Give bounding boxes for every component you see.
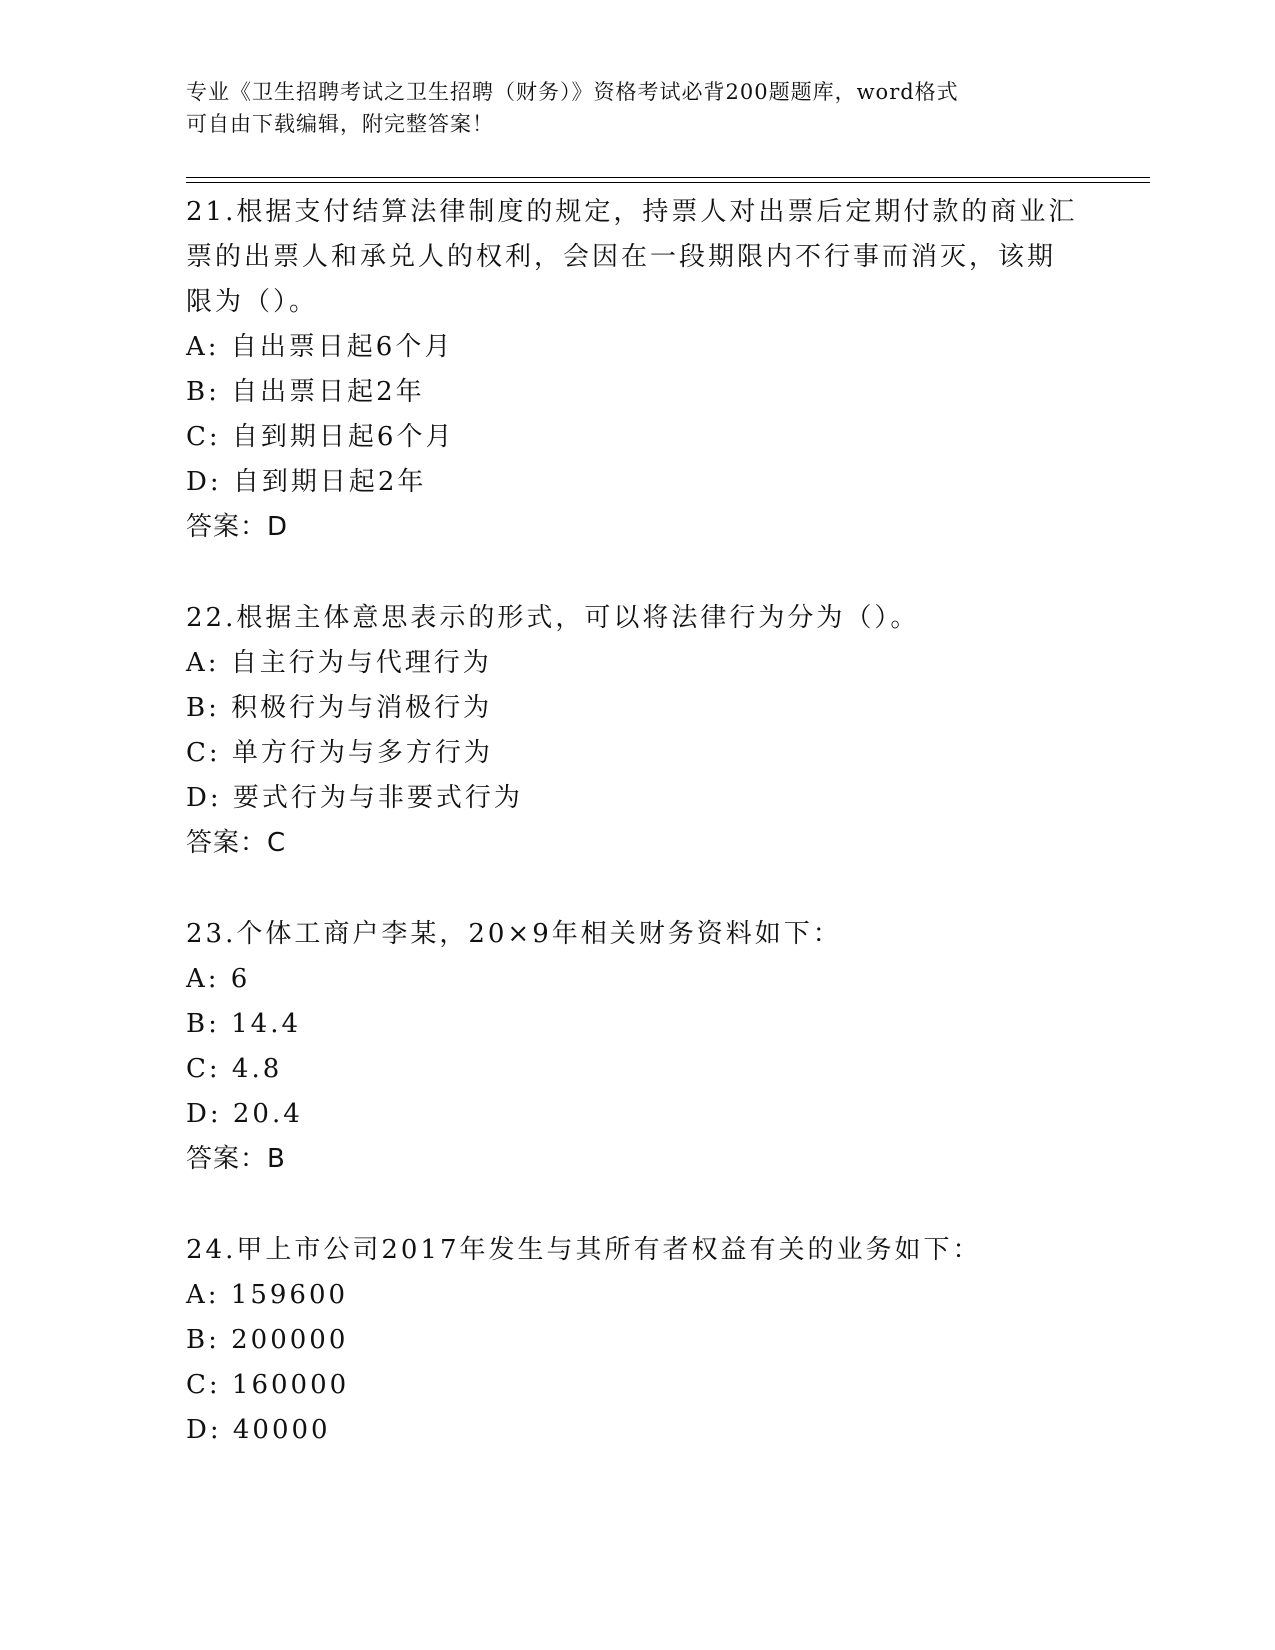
question-text-line: 24.甲上市公司2017年发生与其所有者权益有关的业务如下： [186, 1235, 982, 1265]
question-text-line: 23.个体工商户李某，20×9年相关财务资料如下： [186, 919, 842, 949]
header-divider-bottom [186, 182, 1150, 183]
option-d: D: 要式行为与非要式行为 [186, 783, 523, 813]
option-a: A: 自出票日起6个月 [186, 332, 454, 362]
answer-line: 答案：D [186, 512, 289, 542]
option-d: D: 自到期日起2年 [186, 467, 427, 497]
option-a: A: 自主行为与代理行为 [186, 648, 492, 678]
header-line-1: 专业《卫生招聘考试之卫生招聘（财务）》资格考试必背200题题库，word格式 [186, 80, 959, 104]
option-b: B: 积极行为与消极行为 [186, 693, 493, 723]
option-d: D: 20.4 [186, 1099, 303, 1129]
header-line-2: 可自由下载编辑，附完整答案！ [186, 112, 494, 136]
header-divider-top [186, 177, 1150, 178]
question-text-line: 票的出票人和承兑人的权利，会因在一段期限内不行事而消灭，该期 [186, 242, 1057, 272]
question-list [186, 190, 1086, 1499]
option-b: B: 自出票日起2年 [186, 377, 425, 407]
question-22 [186, 596, 1086, 866]
option-b: B: 200000 [186, 1325, 349, 1355]
question-24 [186, 1228, 1086, 1453]
option-a: A: 159600 [186, 1280, 349, 1310]
question-text-line: 21.根据支付结算法律制度的规定，持票人对出票后定期付款的商业汇 [186, 197, 1078, 227]
option-c: C: 单方行为与多方行为 [186, 738, 493, 768]
answer-line: 答案：B [186, 1144, 286, 1174]
document-header [186, 76, 1066, 140]
question-text-line: 22.根据主体意思表示的形式，可以将法律行为分为（）。 [186, 603, 920, 633]
question-text-line: 限为（）。 [186, 287, 319, 317]
option-c: C: 160000 [186, 1370, 350, 1400]
question-21 [186, 190, 1086, 550]
option-d: D: 40000 [186, 1415, 331, 1445]
answer-line: 答案：C [186, 828, 287, 858]
question-23 [186, 912, 1086, 1182]
option-c: C: 自到期日起6个月 [186, 422, 455, 452]
option-b: B: 14.4 [186, 1009, 302, 1039]
option-c: C: 4.8 [186, 1054, 283, 1084]
option-a: A: 6 [186, 964, 251, 994]
